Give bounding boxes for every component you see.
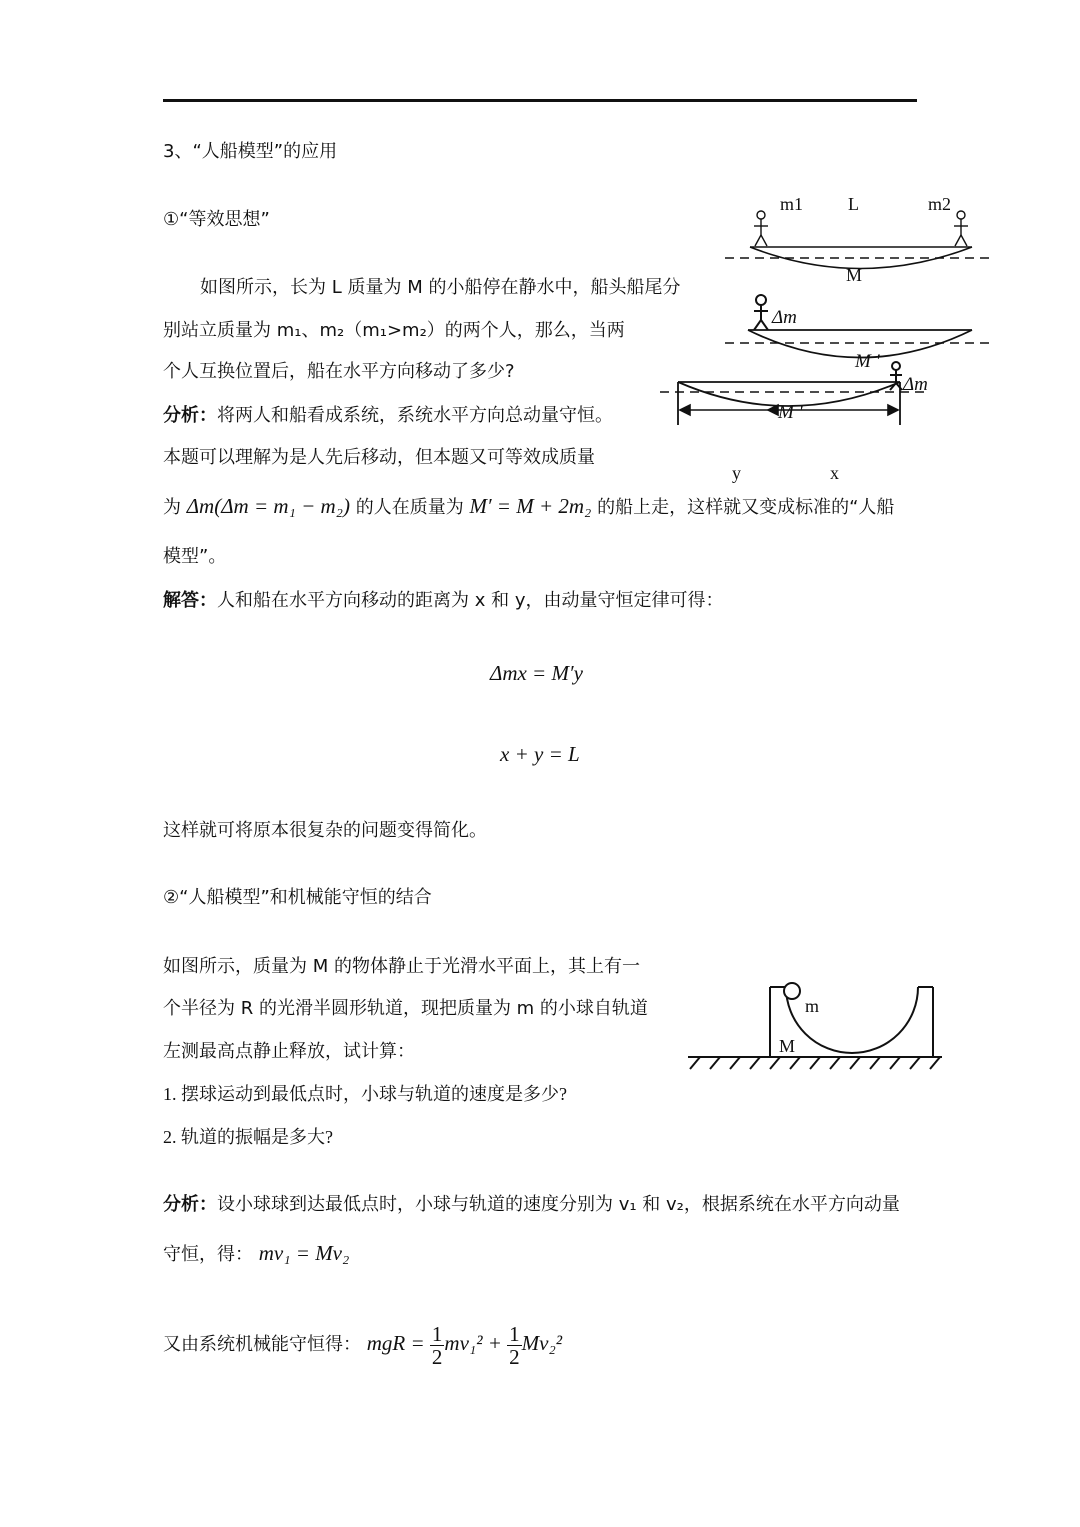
equation-momentum-boat: Δmx = M′y xyxy=(490,661,583,685)
fraction-den-2: 2 xyxy=(509,1344,520,1369)
fig1-label-M: M xyxy=(846,265,863,285)
analysis1-line2: 本题可以理解为是人先后移动，但本题又可等效成质量 xyxy=(163,447,595,468)
energy-rhs1: mv₁² xyxy=(444,1331,483,1355)
analysis1-mid: 的人在质量为 xyxy=(355,497,464,518)
fig1-label-m1: m1 xyxy=(780,194,804,214)
question-1: 1. 摆球运动到最低点时，小球与轨道的速度是多少? xyxy=(163,1084,567,1104)
energy-lhs: mgR = xyxy=(366,1331,430,1355)
problem2-line1: 如图所示，质量为 M 的物体静止于光滑水平面上，其上有一 xyxy=(163,956,640,977)
fig2-label-m: m xyxy=(805,996,820,1016)
energy-plus: + xyxy=(487,1331,502,1355)
answer1-label: 解答： xyxy=(163,590,217,611)
section-title: 3、“人船模型”的应用 xyxy=(163,141,338,162)
problem2-line2: 个半径为 R 的光滑半圆形轨道，现把质量为 m 的小球自轨道 xyxy=(163,998,648,1019)
analysis2-line3 xyxy=(163,1321,562,1368)
fig1-label-dm1: Δm xyxy=(772,307,797,328)
subsection-1-title: ①“等效思想” xyxy=(163,209,270,230)
fig1-label-y: y xyxy=(732,463,741,483)
m-prime-definition: M′ = M + 2m₂ xyxy=(469,494,592,518)
analysis1-prefix: 为 xyxy=(163,497,181,518)
analysis2-label: 分析： xyxy=(163,1194,217,1215)
fig2-label-M: M xyxy=(779,1036,796,1056)
question-2: 2. 轨道的振幅是多大? xyxy=(163,1127,333,1147)
analysis2-line1 xyxy=(163,1193,900,1217)
fig1-label-dm2: Δm xyxy=(903,374,928,395)
conclusion1: 这样就可将原本很复杂的问题变得简化。 xyxy=(163,820,487,841)
delta-m-definition: Δm(Δm = m₁ − m₂) xyxy=(186,494,350,518)
analysis1-label: 分析： xyxy=(163,405,217,426)
answer1-line xyxy=(163,589,723,613)
equation-energy xyxy=(366,1321,563,1369)
energy-rhs2: Mv₂² xyxy=(521,1331,563,1355)
equation-distance-sum: x + y = L xyxy=(500,742,580,766)
analysis1-suffix: 的船上走，这样就又变成标准的“人船 xyxy=(597,497,895,518)
fraction-den-1: 2 xyxy=(431,1344,443,1369)
ball-icon xyxy=(784,983,800,999)
equation-momentum-ball: mv₁ = Mv₂ xyxy=(258,1241,350,1265)
analysis2-text3: 又由系统机械能守恒得： xyxy=(163,1334,361,1355)
problem2-line3: 左测最高点静止释放，试计算： xyxy=(163,1041,415,1062)
analysis1-line1 xyxy=(163,404,613,428)
figure-boat-model xyxy=(660,190,1000,490)
analysis1-text1: 将两人和船看成系统，系统水平方向总动量守恒。 xyxy=(217,405,613,426)
problem1-line2: 别站立质量为 m₁、m₂（m₁>m₂）的两个人，那么，当两 xyxy=(163,320,625,341)
analysis1-line4: 模型”。 xyxy=(163,546,227,567)
fig1-label-Mprime2: M ' xyxy=(778,402,803,423)
fig1-label-m2: m2 xyxy=(928,194,952,214)
fraction-half-2 xyxy=(507,1323,522,1368)
problem1-line3: 个人互换位置后，船在水平方向移动了多少? xyxy=(163,361,515,382)
analysis1-line3 xyxy=(163,494,894,520)
ground-hatch xyxy=(688,1057,942,1069)
fig1-label-Mprime1: M ' xyxy=(855,351,880,372)
fraction-num-1: 1 xyxy=(431,1321,443,1346)
answer1-text: 人和船在水平方向移动的距离为 x 和 y，由动量守恒定律可得： xyxy=(217,590,724,611)
analysis2-text1: 设小球球到达最低点时，小球与轨道的速度分别为 v₁ 和 v₂，根据系统在水平方向动量 xyxy=(217,1194,900,1215)
fraction-half-1 xyxy=(430,1323,445,1368)
analysis2-text2: 守恒，得： xyxy=(163,1244,253,1265)
person-left-icon xyxy=(754,211,768,246)
person-right-icon xyxy=(954,211,968,246)
subsection-2-title: ②“人船模型”和机械能守恒的结合 xyxy=(163,887,432,908)
analysis2-line2 xyxy=(163,1241,349,1267)
fig1-label-L: L xyxy=(848,194,859,214)
figure-semicircle-track xyxy=(685,975,945,1075)
fig1-label-x: x xyxy=(830,463,839,483)
person-delta-m-icon xyxy=(754,295,768,330)
header-rule xyxy=(163,99,917,102)
fraction-num-2: 1 xyxy=(509,1321,520,1346)
problem1-line1: 如图所示，长为 L 质量为 M 的小船停在静水中，船头船尾分 xyxy=(200,277,681,298)
